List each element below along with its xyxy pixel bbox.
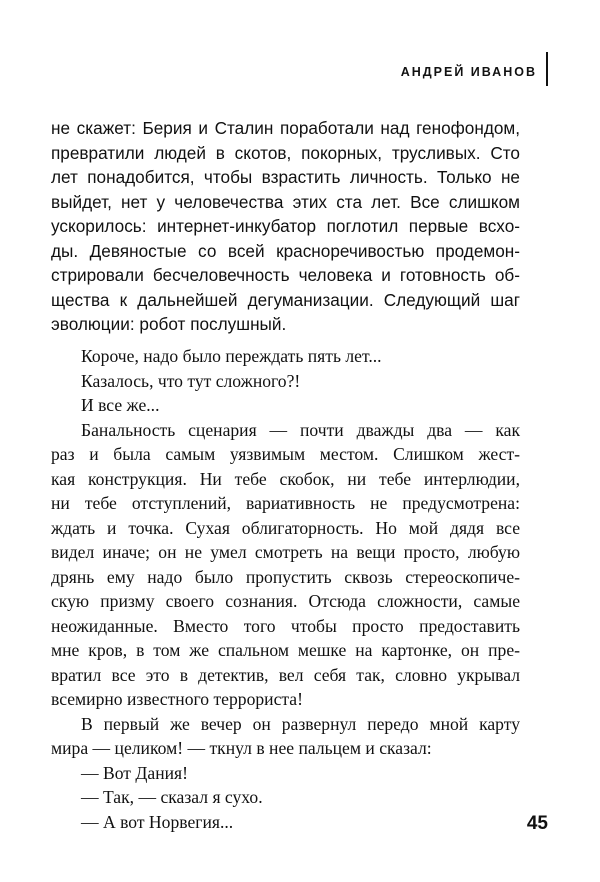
text-line: Короче, надо было переждать пять лет... [81,346,382,366]
dialogue-line: — А вот Норвегия... [81,811,234,832]
paragraph-continuation [51,116,520,337]
text-line: эволюции: робот послушный. [51,314,287,334]
page-number: 45 [526,813,548,834]
text-line: ускорилось: интернет-инкубатор поглотил первые всхо- [51,216,520,236]
text-line: ни тебе отступлений, вариативность не предусмотрена: [51,493,520,513]
text-line: Казалось, что тут сложного?! [81,370,301,391]
text-line: вратил все это в детектив, вел себя так, словно укрывал [51,664,520,685]
text-line: видел иначе; он не умел смотреть на вещи просто, любую [51,542,520,562]
text-line: неожиданные. Вместо того чтобы просто предоставить [51,615,520,636]
text-line: кая конструкция. Ни тебе скобок, ни тебе интерлюдии, [51,468,520,489]
text-line: И все же... [81,395,160,415]
text-line: стрировали бесчеловечность человека и готовность об- [51,265,520,285]
text-line: превратили людей в скотов, покорных, трусливых. Сто [51,142,520,163]
text-line: щества к дальнейшей дегуманизации. Следующий шаг [51,289,520,310]
running-header [401,52,548,86]
text-line: раз и была самым уязвимым местом. Слишком жест- [51,444,520,464]
dialogue-line: — Так, — сказал я сухо. [81,787,263,807]
text-line: всемирно известного террориста! [51,689,303,709]
text-line: мира — целиком! — ткнул в нее пальцем и сказал: [51,738,432,758]
text-line: ды. Девяностые со всей красноречивостью продемон- [51,240,520,261]
text-line: не скажет: Берия и Сталин поработали над генофондом, [51,118,520,138]
text-line: Банальность сценария — почти дважды два — как [81,419,520,440]
header-author: АНДРЕЙ ИВАНОВ [400,65,537,79]
text-line: дрянь ему надо было пропустить сквозь стереоскопиче- [51,566,520,587]
header-rule [546,52,548,86]
main-text [51,344,520,834]
text-line: ждать и точка. Сухая облигаторность. Но мой дядя все [51,517,520,538]
text-line: В первый же вечер он развернул передо мной карту [81,713,520,734]
dialogue-line: — Вот Дания! [81,762,188,783]
text-line: скую призму своего сознания. Отсюда сложности, самые [51,591,520,611]
text-line: мне кров, в том же спальном мешке на картонке, он пре- [51,640,520,660]
text-line: выйдет, нет у человечества этих ста лет. Все слишком [51,191,520,212]
text-line: лет понадобится, чтобы взрастить личность. Только не [51,167,520,187]
